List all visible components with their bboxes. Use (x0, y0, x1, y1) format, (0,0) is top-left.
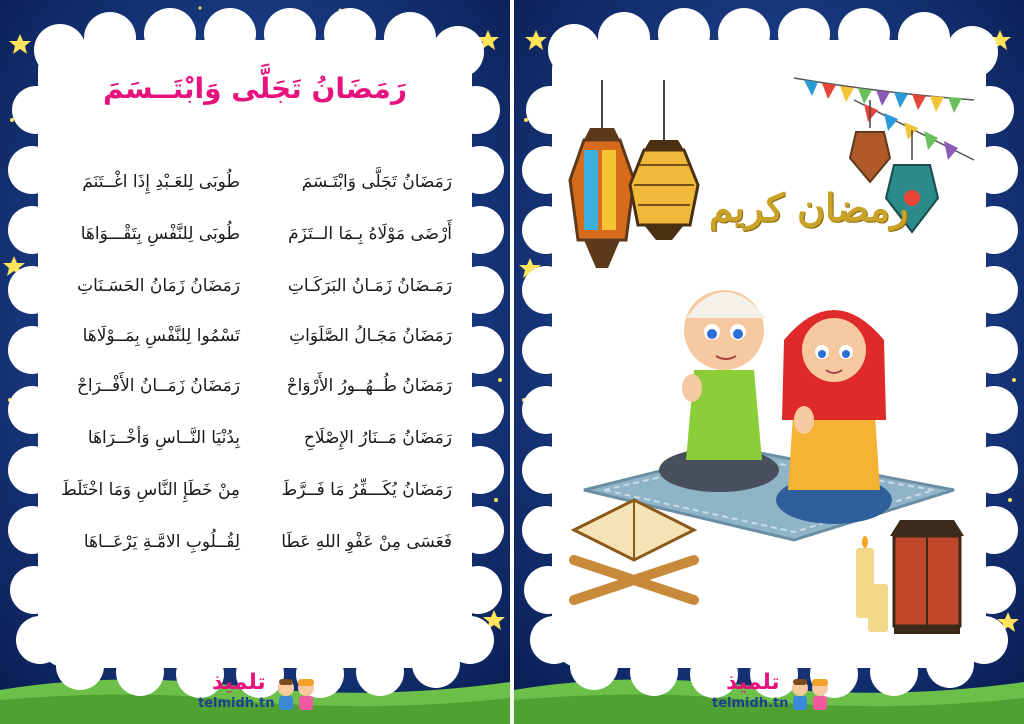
logo-name: تلميذ (212, 670, 266, 695)
verse-6-first: رَمَضَانُ مَــنَارُ الإِصْلَاحِ (303, 428, 452, 448)
verse-8-first: فَعَسَى مِنْ عَفْوِ اللهِ عَطَا (281, 532, 452, 552)
floor-lantern-icon (890, 520, 964, 634)
poem-title: رَمَضَانُ تَجَلَّى وَابْتَــسَمَ (103, 72, 407, 105)
verse-7-second: مِنْ خَطَإِ النَّاسِ وَمَا اخْتَلَطَ (61, 480, 240, 500)
candles-icon (856, 536, 888, 632)
verse-7-first: رَمَضَانُ يُكَـــفِّرُ مَا فَــرَّطَ (281, 480, 452, 500)
verse-3-second: رَمَضَانُ زَمَانُ الحَسَـنَاتِ (77, 276, 240, 296)
telmidh-logo[interactable] (694, 672, 854, 716)
ramadan-illustration (514, 0, 1024, 724)
verse-1-first: رَمَضَانُ تَجَلَّى وَابْتَـسَمَ (301, 172, 452, 192)
boy-praying (659, 290, 779, 492)
verse-3-first: رَمَـضَانُ زَمَـانُ البَرَكَـاتِ (287, 276, 452, 296)
logo-name: تلميذ (726, 670, 780, 695)
verse-4-first: رَمَضَانُ مَجَـالُ الصَّلَوَاتِ (289, 326, 452, 346)
ramadan-kareem-greeting: رمضان كريم (709, 185, 909, 230)
verse-5-first: رَمَضَانُ طُــهُــورُ الأَرْوَاحْ (286, 376, 452, 396)
verse-4-second: تَسْمُوا لِلنَّفْسِ بِمَــوْلَاهَا (82, 326, 240, 346)
logo-url: telmidh.tn (712, 696, 789, 711)
poem-page (0, 0, 510, 724)
verse-1-second: طُوبَى لِلعَـبْدِ إِذَا اغْــتَنَمَ (82, 172, 240, 192)
kids-mascot-icon (788, 676, 832, 712)
telmidh-logo[interactable] (180, 672, 340, 716)
verse-2-second: طُوبَى لِلنَّفْسِ بِتَقْـــوَاهَا (80, 224, 240, 244)
verse-5-second: رَمَضَانُ زَمَــانُ الأَفْــرَاحْ (76, 376, 240, 396)
quran-stand-icon (574, 500, 694, 600)
cloud-frame (0, 0, 510, 724)
kids-mascot-icon (274, 676, 318, 712)
cover-page (514, 0, 1024, 724)
verse-6-second: بِدُنْيَا النَّــاسِ وَأخْــرَاهَا (87, 428, 240, 448)
girl-praying (776, 310, 892, 524)
hanging-lanterns-icon (570, 80, 698, 268)
verse-2-first: أَرْضَى مَوْلَاهُ بِـمَا الــتَزَمَ (288, 224, 452, 244)
logo-url: telmidh.tn (198, 696, 275, 711)
verse-8-second: لِقُــلُوبِ الامَّـةِ يَرْعَــاهَا (83, 532, 240, 552)
